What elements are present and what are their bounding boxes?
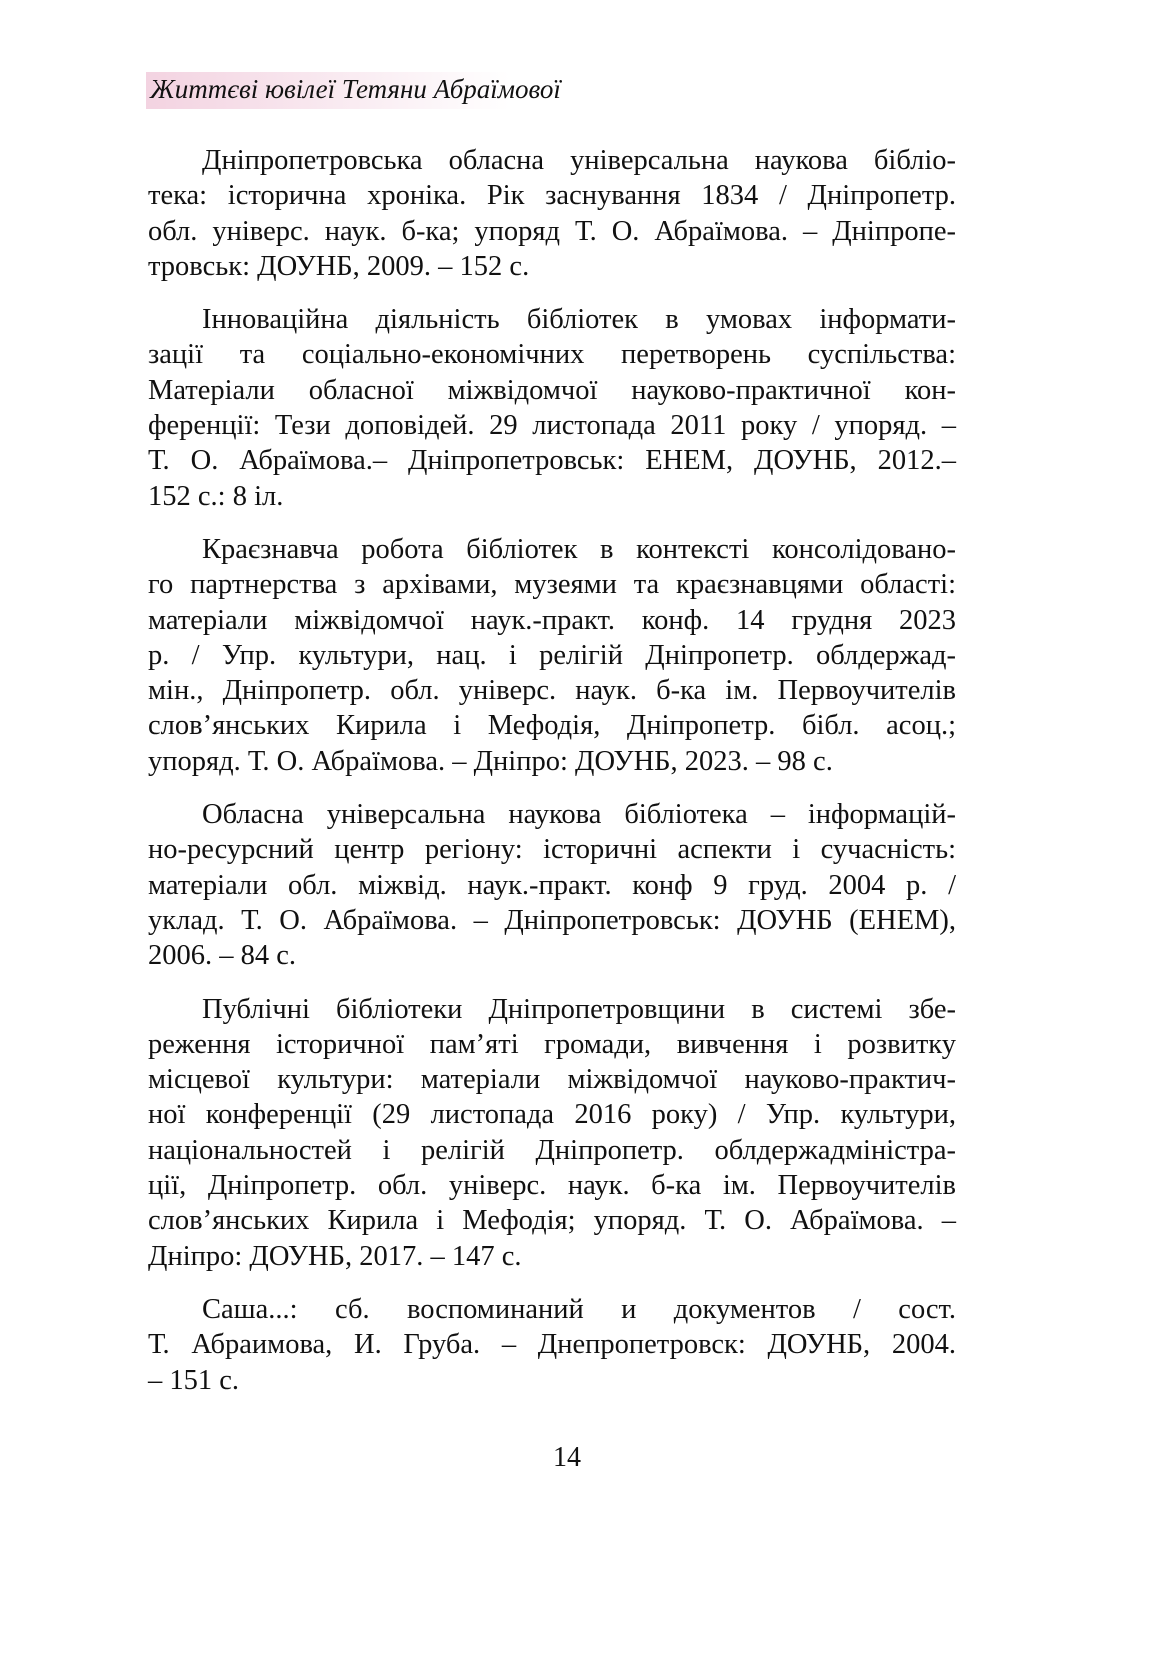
entry-line: Інноваційна діяльність бібліотек в умовах інформати- <box>202 304 956 336</box>
bibliography-entry <box>148 532 956 779</box>
entry-line: Дніпропетровська обласна універсальна наукова біблiо- <box>202 145 956 176</box>
entry-line: 152 с.: 8 іл. <box>148 480 284 512</box>
entry-line: Матеріали обласної міжвідомчої науково-практичної кон- <box>148 374 956 406</box>
entry-line: ної конференції (29 листопада 2016 року) / Упр. культури, <box>148 1099 956 1131</box>
entry-line: – 151 с. <box>148 1364 240 1396</box>
bibliography-entry <box>148 143 956 284</box>
entry-line: упоряд. Т. О. Абраїмова. – Дніпро: ДОУНБ, 2023. – 98 с. <box>148 745 833 777</box>
entry-line: Саша...: сб. воспоминаний и документов / сост. <box>202 1293 956 1325</box>
entry-line: но-ресурсний центр регіону: історичні аспекти і сучасність: <box>148 834 956 866</box>
page-number: 14 <box>553 1442 581 1473</box>
entry-line: тровськ: ДОУНБ, 2009. – 152 с. <box>148 250 530 282</box>
entry-line: Обласна універсальна наукова бібліотека – інформацій- <box>202 799 956 831</box>
entry-line: слов’янських Кирила і Мефодія, Дніпропетр. бібл. асоц.; <box>148 710 956 742</box>
running-header: Життєві ювілеї Тетяни Абраїмової <box>146 72 601 109</box>
entry-line: р. / Упр. культури, нац. і релігій Дніпропетр. облдержад- <box>148 639 956 671</box>
entry-line: матеріали обл. міжвід. наук.-практ. конф 9 груд. 2004 р. / <box>148 869 956 901</box>
entry-line: реження історичної пам’яті громади, вивчення і розвитку <box>148 1028 956 1060</box>
bibliography-entry <box>148 1292 956 1398</box>
entry-line: уклад. Т. О. Абраїмова. – Дніпропетровськ: ДОУНБ (ЕНЕМ), <box>148 904 956 936</box>
bibliography-entry <box>148 992 956 1274</box>
bibliography-entry <box>148 797 956 973</box>
bibliography-list <box>148 143 956 1416</box>
entry-line: ції, Дніпропетр. обл. універс. наук. б-ка ім. Первоучителів <box>148 1170 956 1202</box>
entry-line: національностей і релігій Дніпропетр. облдержадміністра- <box>148 1134 956 1166</box>
bibliography-entry <box>148 302 956 514</box>
entry-line: Т. О. Абраїмова.– Дніпропетровськ: ЕНЕМ, ДОУНБ, 2012.– <box>148 445 956 477</box>
entry-line: матеріали міжвідомчої наук.-практ. конф. 14 грудня 2023 <box>148 604 956 636</box>
entry-line: го партнерства з архівами, музеями та краєзнавцями області: <box>148 569 956 601</box>
entry-line: ференції: Тези доповідей. 29 листопада 2011 року / упоряд. – <box>148 410 956 442</box>
entry-line: тека: історична хроніка. Рік заснування 1834 / Дніпропетр. <box>148 180 956 212</box>
entry-line: зації та соціально-економічних перетворень суспільства: <box>148 339 956 371</box>
entry-line: місцевої культури: матеріали міжвідомчої науково-практич- <box>148 1064 956 1096</box>
entry-line: Т. Абраимова, И. Груба. – Днепропетровск: ДОУНБ, 2004. <box>148 1329 956 1361</box>
entry-line: обл. універс. наук. б-ка; упоряд Т. О. Абраїмова. – Дніпропе- <box>148 215 956 247</box>
entry-line: 2006. – 84 с. <box>148 940 297 972</box>
entry-line: Дніпро: ДОУНБ, 2017. – 147 с. <box>148 1240 522 1272</box>
entry-line: слов’янських Кирила і Мефодія; упоряд. Т. О. Абраїмова. – <box>148 1205 956 1237</box>
entry-line: Публічні бібліотеки Дніпропетровщини в системі збе- <box>202 993 956 1025</box>
entry-line: Краєзнавча робота бібліотек в контексті консолідовано- <box>202 533 956 565</box>
entry-line: мін., Дніпропетр. обл. універс. наук. б-ка ім. Первоучителів <box>148 675 956 707</box>
